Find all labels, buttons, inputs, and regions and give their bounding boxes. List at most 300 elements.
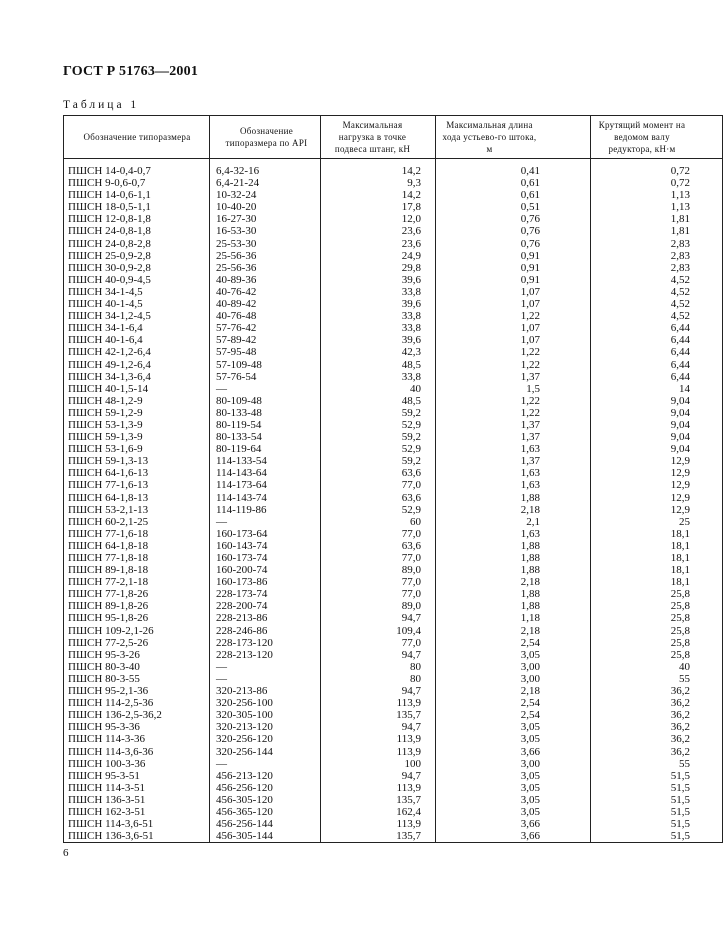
table-row: [64, 528, 723, 540]
table-row: [64, 395, 723, 407]
cell-max-load: 113,9: [321, 697, 436, 709]
table-row: [64, 588, 723, 600]
cell-api-designation: 160-173-86: [210, 576, 321, 588]
cell-designation: ПШСН 59-1,2-9: [64, 407, 210, 419]
cell-designation: ПШСН 14-0,4-0,7: [64, 165, 210, 177]
cell-designation: ПШСН 95-3-26: [64, 649, 210, 661]
cell-designation: ПШСН 24-0,8-1,8: [64, 225, 210, 237]
cell-max-load: 63,6: [321, 540, 436, 552]
cell-stroke-length: 2,1: [436, 516, 591, 528]
cell-api-designation: 40-89-36: [210, 274, 321, 286]
cell-max-load: 77,0: [321, 637, 436, 649]
cell-api-designation: —: [210, 661, 321, 673]
cell-torque: 25,8: [591, 612, 723, 624]
table-row: [64, 443, 723, 455]
cell-stroke-length: 0,91: [436, 250, 591, 262]
cell-torque: 36,2: [591, 746, 723, 758]
cell-torque: 9,04: [591, 407, 723, 419]
cell-max-load: 63,6: [321, 492, 436, 504]
cell-max-load: 109,4: [321, 625, 436, 637]
cell-api-designation: —: [210, 516, 321, 528]
cell-max-load: 39,6: [321, 298, 436, 310]
table-row: [64, 492, 723, 504]
cell-stroke-length: 2,18: [436, 625, 591, 637]
cell-api-designation: 114-133-54: [210, 455, 321, 467]
cell-api-designation: —: [210, 758, 321, 770]
cell-torque: 36,2: [591, 697, 723, 709]
cell-api-designation: 456-365-120: [210, 806, 321, 818]
table-row: [64, 576, 723, 588]
cell-stroke-length: 1,88: [436, 564, 591, 576]
table-row: [64, 661, 723, 673]
cell-designation: ПШСН 100-3-36: [64, 758, 210, 770]
cell-torque: 2,83: [591, 250, 723, 262]
table-row: [64, 770, 723, 782]
cell-stroke-length: 2,18: [436, 576, 591, 588]
cell-torque: 36,2: [591, 733, 723, 745]
cell-torque: 55: [591, 673, 723, 685]
table-row: [64, 455, 723, 467]
cell-stroke-length: 3,00: [436, 661, 591, 673]
table-row: [64, 612, 723, 624]
cell-api-designation: 320-305-100: [210, 709, 321, 721]
cell-torque: 51,5: [591, 782, 723, 794]
cell-api-designation: 25-56-36: [210, 250, 321, 262]
cell-max-load: 23,6: [321, 225, 436, 237]
column-header-api-designation: Обозначение типоразмера по API: [210, 116, 321, 159]
cell-api-designation: 25-53-30: [210, 238, 321, 250]
cell-stroke-length: 3,05: [436, 721, 591, 733]
cell-designation: ПШСН 9-0,6-0,7: [64, 177, 210, 189]
cell-torque: 25,8: [591, 625, 723, 637]
table-row: [64, 758, 723, 770]
cell-stroke-length: 0,41: [436, 165, 591, 177]
cell-designation: ПШСН 114-3,6-36: [64, 746, 210, 758]
cell-designation: ПШСН 53-1,3-9: [64, 419, 210, 431]
table-body: [64, 159, 723, 843]
table-row: [64, 625, 723, 637]
cell-max-load: 77,0: [321, 552, 436, 564]
cell-max-load: 14,2: [321, 165, 436, 177]
cell-torque: 55: [591, 758, 723, 770]
cell-designation: ПШСН 64-1,8-18: [64, 540, 210, 552]
cell-stroke-length: 2,18: [436, 504, 591, 516]
cell-api-designation: 228-213-120: [210, 649, 321, 661]
cell-max-load: 33,8: [321, 286, 436, 298]
cell-torque: 25,8: [591, 588, 723, 600]
cell-designation: ПШСН 40-1,5-14: [64, 383, 210, 395]
cell-max-load: 94,7: [321, 770, 436, 782]
cell-api-designation: 57-89-42: [210, 334, 321, 346]
cell-max-load: 94,7: [321, 649, 436, 661]
cell-max-load: 94,7: [321, 612, 436, 624]
cell-max-load: 60: [321, 516, 436, 528]
cell-designation: ПШСН 34-1,2-4,5: [64, 310, 210, 322]
cell-designation: ПШСН 77-2,1-18: [64, 576, 210, 588]
cell-max-load: 135,7: [321, 830, 436, 843]
cell-designation: ПШСН 77-1,6-18: [64, 528, 210, 540]
cell-max-load: 29,8: [321, 262, 436, 274]
cell-max-load: 77,0: [321, 588, 436, 600]
cell-designation: ПШСН 114-3,6-51: [64, 818, 210, 830]
cell-api-designation: 80-119-54: [210, 419, 321, 431]
cell-api-designation: 6,4-32-16: [210, 165, 321, 177]
cell-designation: ПШСН 89-1,8-18: [64, 564, 210, 576]
cell-stroke-length: 1,22: [436, 395, 591, 407]
cell-stroke-length: 1,22: [436, 359, 591, 371]
cell-api-designation: 40-89-42: [210, 298, 321, 310]
cell-max-load: 39,6: [321, 274, 436, 286]
cell-max-load: 23,6: [321, 238, 436, 250]
cell-api-designation: 16-53-30: [210, 225, 321, 237]
cell-max-load: 52,9: [321, 504, 436, 516]
cell-torque: 25,8: [591, 649, 723, 661]
cell-api-designation: 40-76-48: [210, 310, 321, 322]
cell-stroke-length: 3,05: [436, 794, 591, 806]
cell-torque: 12,9: [591, 467, 723, 479]
cell-torque: 40: [591, 661, 723, 673]
cell-max-load: 113,9: [321, 746, 436, 758]
cell-api-designation: 228-173-120: [210, 637, 321, 649]
cell-api-designation: 160-173-64: [210, 528, 321, 540]
cell-stroke-length: 1,88: [436, 540, 591, 552]
cell-stroke-length: 1,88: [436, 492, 591, 504]
specification-table: [63, 115, 723, 843]
cell-torque: 14: [591, 383, 723, 395]
cell-max-load: 77,0: [321, 576, 436, 588]
cell-designation: ПШСН 77-2,5-26: [64, 637, 210, 649]
cell-stroke-length: 1,63: [436, 528, 591, 540]
column-header-designation: Обозначение типоразмера: [64, 116, 210, 159]
cell-max-load: 59,2: [321, 455, 436, 467]
cell-stroke-length: 1,07: [436, 298, 591, 310]
table-row: [64, 371, 723, 383]
table-row: [64, 697, 723, 709]
cell-stroke-length: 1,88: [436, 600, 591, 612]
cell-max-load: 63,6: [321, 467, 436, 479]
column-header-max-load: Максимальная нагрузка в точке подвеса штанг, кН: [321, 116, 436, 159]
cell-designation: ПШСН 12-0,8-1,8: [64, 213, 210, 225]
cell-api-designation: 456-305-120: [210, 794, 321, 806]
cell-stroke-length: 1,63: [436, 479, 591, 491]
cell-stroke-length: 1,5: [436, 383, 591, 395]
cell-designation: ПШСН 53-2,1-13: [64, 504, 210, 516]
cell-stroke-length: 1,22: [436, 407, 591, 419]
column-header-torque: Крутящий момент на ведомом валу редуктора, кН·м: [591, 116, 723, 159]
cell-stroke-length: 1,18: [436, 612, 591, 624]
cell-designation: ПШСН 49-1,2-6,4: [64, 359, 210, 371]
cell-torque: 12,9: [591, 492, 723, 504]
cell-max-load: 33,8: [321, 322, 436, 334]
cell-torque: 36,2: [591, 685, 723, 697]
cell-api-designation: 25-56-36: [210, 262, 321, 274]
cell-designation: ПШСН 60-2,1-25: [64, 516, 210, 528]
cell-designation: ПШСН 162-3-51: [64, 806, 210, 818]
table-row: [64, 649, 723, 661]
cell-api-designation: 57-95-48: [210, 346, 321, 358]
cell-stroke-length: 0,61: [436, 189, 591, 201]
cell-api-designation: 320-213-86: [210, 685, 321, 697]
cell-designation: ПШСН 109-2,1-26: [64, 625, 210, 637]
cell-api-designation: 160-143-74: [210, 540, 321, 552]
table-row: [64, 721, 723, 733]
table-caption: Таблица 1: [63, 99, 140, 111]
cell-torque: 0,72: [591, 177, 723, 189]
table-row: [64, 346, 723, 358]
cell-api-designation: 320-256-100: [210, 697, 321, 709]
table-row: [64, 479, 723, 491]
cell-max-load: 48,5: [321, 359, 436, 371]
cell-torque: 51,5: [591, 830, 723, 843]
cell-stroke-length: 3,66: [436, 818, 591, 830]
cell-max-load: 40: [321, 383, 436, 395]
cell-api-designation: 80-133-48: [210, 407, 321, 419]
cell-designation: ПШСН 77-1,8-18: [64, 552, 210, 564]
cell-api-designation: 456-305-144: [210, 830, 321, 843]
table-row: [64, 189, 723, 201]
cell-stroke-length: 1,37: [436, 371, 591, 383]
cell-designation: ПШСН 34-1-4,5: [64, 286, 210, 298]
column-header-stroke-length: Максимальная длина хода устьево-го штока, м: [436, 116, 591, 159]
cell-designation: ПШСН 80-3-40: [64, 661, 210, 673]
cell-max-load: 80: [321, 661, 436, 673]
cell-stroke-length: 1,37: [436, 431, 591, 443]
cell-torque: 36,2: [591, 721, 723, 733]
table-row: [64, 213, 723, 225]
cell-designation: ПШСН 40-1-4,5: [64, 298, 210, 310]
cell-torque: 9,04: [591, 419, 723, 431]
table-row: [64, 225, 723, 237]
cell-max-load: 48,5: [321, 395, 436, 407]
cell-max-load: 94,7: [321, 721, 436, 733]
cell-designation: ПШСН 18-0,5-1,1: [64, 201, 210, 213]
cell-api-designation: 114-119-86: [210, 504, 321, 516]
cell-designation: ПШСН 114-2,5-36: [64, 697, 210, 709]
cell-torque: 6,44: [591, 334, 723, 346]
table-row: [64, 274, 723, 286]
table-row: [64, 431, 723, 443]
cell-api-designation: 16-27-30: [210, 213, 321, 225]
cell-stroke-length: 1,37: [436, 419, 591, 431]
cell-stroke-length: 1,07: [436, 286, 591, 298]
cell-api-designation: 6,4-21-24: [210, 177, 321, 189]
cell-designation: ПШСН 95-3-51: [64, 770, 210, 782]
document-header-title: ГОСТ Р 51763—2001: [63, 64, 199, 79]
table-row: [64, 383, 723, 395]
cell-stroke-length: 0,76: [436, 238, 591, 250]
cell-api-designation: 456-213-120: [210, 770, 321, 782]
page-number: 6: [63, 847, 69, 859]
cell-api-designation: 10-32-24: [210, 189, 321, 201]
table-row: [64, 806, 723, 818]
table-row: [64, 564, 723, 576]
table-row: [64, 286, 723, 298]
cell-torque: 51,5: [591, 806, 723, 818]
cell-torque: 12,9: [591, 479, 723, 491]
cell-torque: 4,52: [591, 286, 723, 298]
cell-designation: ПШСН 30-0,9-2,8: [64, 262, 210, 274]
cell-stroke-length: 1,88: [436, 588, 591, 600]
cell-max-load: 12,0: [321, 213, 436, 225]
cell-torque: 6,44: [591, 346, 723, 358]
cell-stroke-length: 0,76: [436, 225, 591, 237]
cell-stroke-length: 3,00: [436, 758, 591, 770]
table-row: [64, 201, 723, 213]
cell-designation: ПШСН 136-3-51: [64, 794, 210, 806]
table-row: [64, 709, 723, 721]
cell-torque: 0,72: [591, 165, 723, 177]
cell-torque: 2,83: [591, 262, 723, 274]
cell-stroke-length: 3,66: [436, 746, 591, 758]
cell-designation: ПШСН 95-1,8-26: [64, 612, 210, 624]
table-row: [64, 637, 723, 649]
cell-torque: 51,5: [591, 770, 723, 782]
table-row: [64, 165, 723, 177]
cell-designation: ПШСН 136-3,6-51: [64, 830, 210, 843]
cell-max-load: 135,7: [321, 709, 436, 721]
cell-torque: 1,81: [591, 225, 723, 237]
cell-max-load: 162,4: [321, 806, 436, 818]
cell-designation: ПШСН 40-1-6,4: [64, 334, 210, 346]
cell-torque: 6,44: [591, 371, 723, 383]
cell-designation: ПШСН 80-3-55: [64, 673, 210, 685]
cell-stroke-length: 2,54: [436, 709, 591, 721]
table-row: [64, 685, 723, 697]
cell-torque: 25,8: [591, 637, 723, 649]
cell-designation: ПШСН 48-1,2-9: [64, 395, 210, 407]
cell-max-load: 89,0: [321, 600, 436, 612]
cell-torque: 18,1: [591, 552, 723, 564]
table-row: [64, 673, 723, 685]
cell-torque: 9,04: [591, 443, 723, 455]
cell-designation: ПШСН 34-1-6,4: [64, 322, 210, 334]
cell-api-designation: 57-76-54: [210, 371, 321, 383]
cell-max-load: 77,0: [321, 479, 436, 491]
table-row: [64, 334, 723, 346]
cell-torque: 12,9: [591, 455, 723, 467]
table-row: [64, 540, 723, 552]
cell-api-designation: 320-256-144: [210, 746, 321, 758]
cell-designation: ПШСН 59-1,3-9: [64, 431, 210, 443]
cell-max-load: 89,0: [321, 564, 436, 576]
cell-stroke-length: 1,37: [436, 455, 591, 467]
cell-torque: 4,52: [591, 274, 723, 286]
cell-api-designation: 320-213-120: [210, 721, 321, 733]
cell-stroke-length: 2,54: [436, 637, 591, 649]
cell-max-load: 94,7: [321, 685, 436, 697]
cell-api-designation: 10-40-20: [210, 201, 321, 213]
cell-max-load: 52,9: [321, 419, 436, 431]
table-row: [64, 516, 723, 528]
cell-stroke-length: 0,91: [436, 274, 591, 286]
cell-max-load: 113,9: [321, 782, 436, 794]
cell-max-load: 33,8: [321, 310, 436, 322]
cell-max-load: 24,9: [321, 250, 436, 262]
cell-max-load: 135,7: [321, 794, 436, 806]
cell-designation: ПШСН 77-1,6-13: [64, 479, 210, 491]
cell-designation: ПШСН 24-0,8-2,8: [64, 238, 210, 250]
cell-max-load: 80: [321, 673, 436, 685]
table-row: [64, 177, 723, 189]
table-row: [64, 419, 723, 431]
cell-stroke-length: 2,54: [436, 697, 591, 709]
cell-stroke-length: 3,05: [436, 782, 591, 794]
cell-api-designation: 80-109-48: [210, 395, 321, 407]
cell-max-load: 9,3: [321, 177, 436, 189]
cell-designation: ПШСН 25-0,9-2,8: [64, 250, 210, 262]
cell-torque: 1,13: [591, 189, 723, 201]
cell-api-designation: 456-256-144: [210, 818, 321, 830]
cell-torque: 51,5: [591, 794, 723, 806]
cell-stroke-length: 3,05: [436, 806, 591, 818]
cell-stroke-length: 1,22: [436, 310, 591, 322]
table-row: [64, 407, 723, 419]
table-row: [64, 467, 723, 479]
cell-torque: 9,04: [591, 395, 723, 407]
cell-api-designation: 80-119-64: [210, 443, 321, 455]
cell-designation: ПШСН 14-0,6-1,1: [64, 189, 210, 201]
cell-api-designation: 456-256-120: [210, 782, 321, 794]
cell-designation: ПШСН 95-2,1-36: [64, 685, 210, 697]
table-row: [64, 782, 723, 794]
cell-torque: 25,8: [591, 600, 723, 612]
cell-max-load: 59,2: [321, 407, 436, 419]
cell-api-designation: —: [210, 383, 321, 395]
table-row: [64, 552, 723, 564]
cell-designation: ПШСН 136-2,5-36,2: [64, 709, 210, 721]
table-row: [64, 600, 723, 612]
cell-torque: 18,1: [591, 576, 723, 588]
cell-stroke-length: 2,18: [436, 685, 591, 697]
cell-designation: ПШСН 114-3-36: [64, 733, 210, 745]
cell-stroke-length: 3,05: [436, 649, 591, 661]
cell-api-designation: 228-213-86: [210, 612, 321, 624]
cell-stroke-length: 1,63: [436, 443, 591, 455]
cell-stroke-length: 0,61: [436, 177, 591, 189]
cell-torque: 25: [591, 516, 723, 528]
table-row: [64, 322, 723, 334]
cell-max-load: 77,0: [321, 528, 436, 540]
cell-api-designation: 57-109-48: [210, 359, 321, 371]
cell-api-designation: 320-256-120: [210, 733, 321, 745]
cell-max-load: 42,3: [321, 346, 436, 358]
cell-api-designation: 57-76-42: [210, 322, 321, 334]
cell-designation: ПШСН 89-1,8-26: [64, 600, 210, 612]
cell-designation: ПШСН 40-0,9-4,5: [64, 274, 210, 286]
cell-max-load: 33,8: [321, 371, 436, 383]
cell-designation: ПШСН 95-3-36: [64, 721, 210, 733]
cell-designation: ПШСН 53-1,6-9: [64, 443, 210, 455]
cell-torque: 18,1: [591, 528, 723, 540]
table-row: [64, 310, 723, 322]
cell-stroke-length: 1,07: [436, 322, 591, 334]
cell-torque: 36,2: [591, 709, 723, 721]
cell-api-designation: 228-246-86: [210, 625, 321, 637]
cell-api-designation: 80-133-54: [210, 431, 321, 443]
cell-designation: ПШСН 77-1,8-26: [64, 588, 210, 600]
cell-torque: 4,52: [591, 298, 723, 310]
cell-designation: ПШСН 42-1,2-6,4: [64, 346, 210, 358]
cell-designation: ПШСН 114-3-51: [64, 782, 210, 794]
cell-stroke-length: 1,07: [436, 334, 591, 346]
cell-max-load: 52,9: [321, 443, 436, 455]
cell-api-designation: 228-173-74: [210, 588, 321, 600]
cell-torque: 6,44: [591, 359, 723, 371]
cell-designation: ПШСН 64-1,8-13: [64, 492, 210, 504]
cell-stroke-length: 3,05: [436, 733, 591, 745]
table-row: [64, 504, 723, 516]
cell-stroke-length: 0,76: [436, 213, 591, 225]
